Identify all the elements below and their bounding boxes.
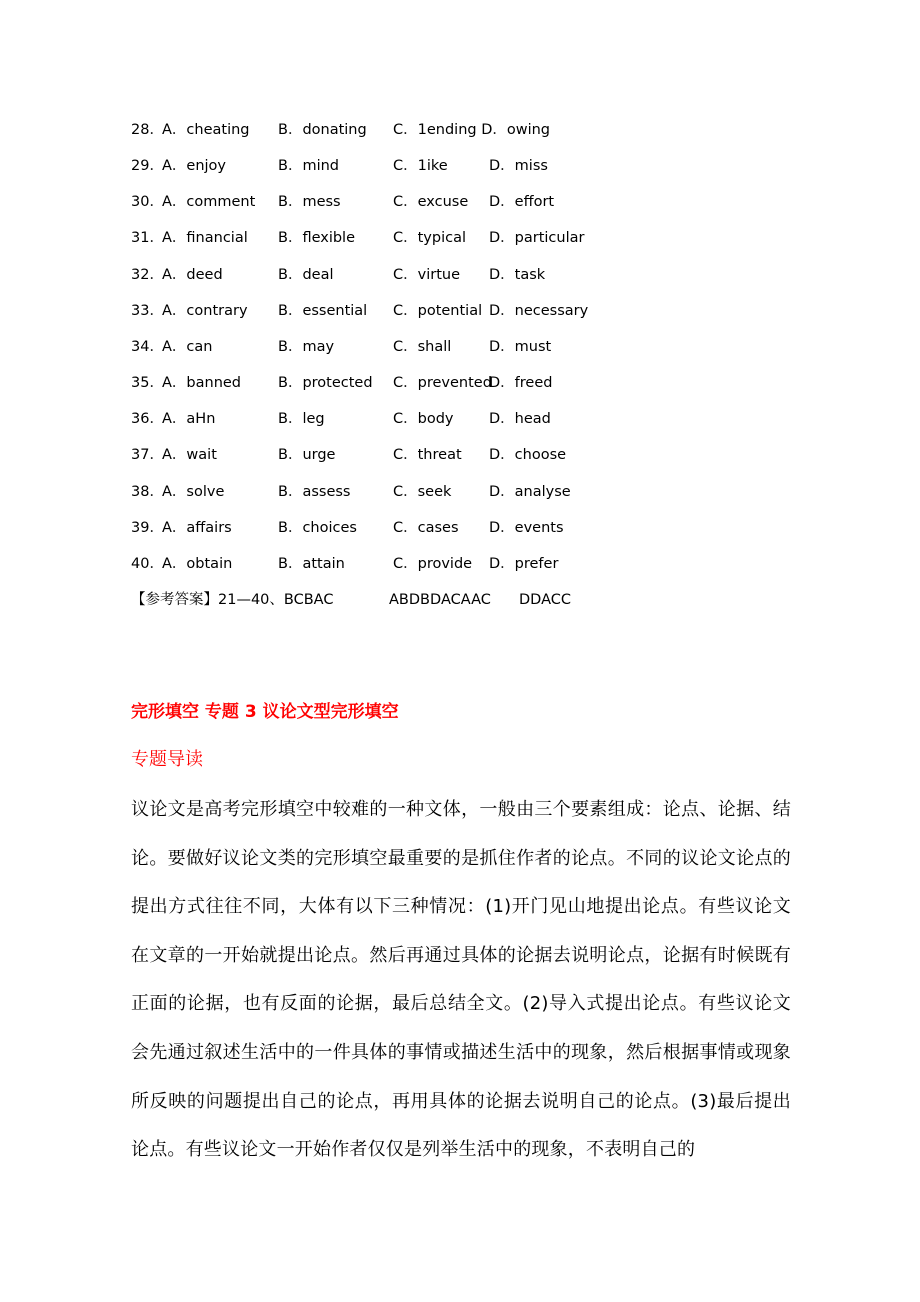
option-b: B．flexible [278, 230, 356, 247]
option-d: D．events [489, 519, 564, 536]
section-subtitle: 专题导读 [131, 749, 203, 770]
option-c: C．excuse [393, 194, 469, 211]
option-d: D．effort [489, 194, 555, 211]
question-number: 34． [131, 338, 164, 355]
question-number: 32． [131, 266, 164, 283]
option-a: A．obtain [162, 555, 233, 572]
option-b: B．assess [278, 483, 351, 500]
answer-key-group: ABDBD [389, 592, 442, 608]
question-number: 30． [131, 194, 164, 211]
option-b: B．essential [278, 302, 368, 319]
answer-key-group: DDACC [519, 592, 571, 608]
option-b: B．leg [278, 411, 325, 428]
option-c: C．potential [393, 302, 483, 319]
option-b: B．choices [278, 519, 357, 536]
option-c: C．seek [393, 483, 452, 500]
question-number: 40． [131, 555, 164, 572]
option-b: B．protected [278, 375, 373, 392]
question-number: 38． [131, 483, 164, 500]
question-number: 37． [131, 447, 164, 464]
option-c: C．shall [393, 338, 452, 355]
option-a: A．financial [162, 230, 248, 247]
option-a: A．banned [162, 375, 242, 392]
option-c: C．1ike [393, 158, 448, 175]
question-number: 39． [131, 519, 164, 536]
question-number: 33． [131, 302, 164, 319]
section-title: 完形填空 专题 3 议论文型完形填空 [131, 702, 399, 722]
option-d: D．particular [489, 230, 585, 247]
question-number: 31． [131, 230, 164, 247]
option-c: C．threat [393, 447, 462, 464]
option-c: C．prevented [393, 375, 492, 392]
option-a: A．affairs [162, 519, 232, 536]
option-d: D．task [489, 266, 546, 283]
option-a: A．contrary [162, 302, 248, 319]
question-number: 28． [131, 122, 164, 138]
option-c: C．1ending D．owing [393, 122, 551, 138]
question-number: 35． [131, 375, 164, 392]
option-d: D．miss [489, 158, 548, 175]
answer-key-label: 【参考答案】21—40、BCBAC [131, 592, 334, 608]
option-a: A．enjoy [162, 158, 227, 175]
option-a: A．can [162, 338, 213, 355]
section-paragraph: 议论文是高考完形填空中较难的一种文体，一般由三个要素组成：论点、论据、结论。要做好议论文类的完形填空最重要的是抓住作者的论点。不同的议论文论点的提出方式往往不同，大体有以下三种情况：(1)开门见山地提出论点。有些议论文在文章的一开始就提出论点。然后再通过具体的论据去说明论点，论据有时候既有正面的论据，也有反面的论据，最后总结全文。(2)导入式提出论点。有些议论文会先通过叙述生活中的一件具体的事情或描述生活中的现象，然后根据事情或现象所反映的问题提出自己的论点，再用具体的论据去说明自己的论点。(3)最后提出论点。有些议论文一开始作者仅仅是列举生活中的现象，不表明自己的 [131, 799, 791, 1161]
option-a: A．aHn [162, 411, 216, 428]
question-number: 36． [131, 411, 164, 428]
option-d: D．necessary [489, 302, 589, 319]
question-number: 29． [131, 158, 164, 175]
option-a: A．comment [162, 194, 256, 211]
option-b: B．donating [278, 122, 367, 138]
option-b: B．deal [278, 266, 334, 283]
option-d: D．must [489, 338, 552, 355]
option-d: D．freed [489, 375, 553, 392]
option-a: A．solve [162, 483, 225, 500]
option-d: D．head [489, 411, 551, 428]
option-c: C．body [393, 411, 454, 428]
option-c: C．virtue [393, 266, 460, 283]
option-b: B．attain [278, 555, 345, 572]
option-d: D．prefer [489, 555, 559, 572]
option-b: B．mess [278, 194, 341, 211]
option-d: D．analyse [489, 483, 571, 500]
answer-key-group: ACAAC [441, 592, 491, 608]
option-b: B．urge [278, 447, 336, 464]
option-a: A．cheating [162, 122, 250, 138]
option-a: A．wait [162, 447, 217, 464]
option-c: C．cases [393, 519, 459, 536]
option-c: C．typical [393, 230, 467, 247]
option-a: A．deed [162, 266, 223, 283]
option-b: B．may [278, 338, 335, 355]
option-b: B．mind [278, 158, 339, 175]
option-d: D．choose [489, 447, 567, 464]
option-c: C．provide [393, 555, 473, 572]
